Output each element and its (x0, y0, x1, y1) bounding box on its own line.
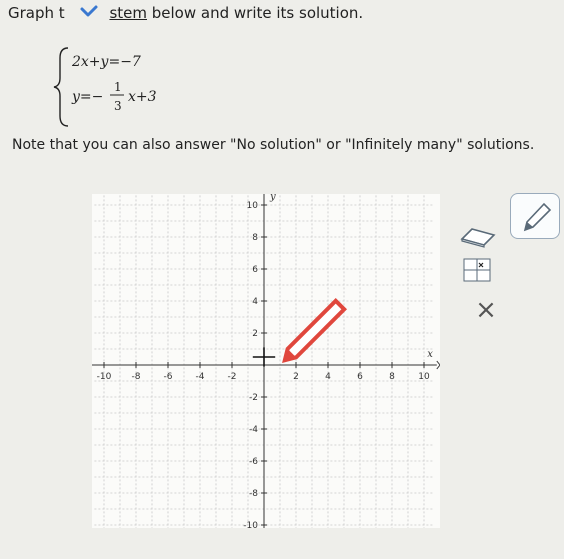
point-icon[interactable] (463, 258, 491, 282)
y-tick-label: 4 (252, 297, 258, 307)
prompt-lead: Graph t (8, 4, 65, 22)
prompt-text (8, 4, 363, 22)
equation-system (52, 44, 182, 130)
x-tick-label: -6 (163, 372, 173, 382)
x-tick-label: -4 (195, 372, 205, 382)
eq2-rest: x+3 (128, 89, 157, 105)
y-tick-label: -4 (249, 425, 258, 435)
pencil-icon[interactable] (510, 193, 560, 239)
left-brace (54, 48, 68, 126)
x-tick-label: 2 (293, 372, 299, 382)
clear-button[interactable]: × (475, 295, 497, 325)
y-tick-label: -2 (249, 393, 258, 403)
y-axis-label: y (270, 194, 276, 203)
x-tick-label: -2 (227, 372, 237, 382)
prompt-underlined-word: stem (109, 4, 147, 22)
y-tick-label: 2 (252, 329, 258, 339)
x-axis-arrow (437, 361, 440, 369)
coordinate-grid (92, 194, 440, 528)
y-tick-label: -10 (243, 521, 258, 528)
eq1-rhs: −7 (120, 54, 141, 70)
x-axis-label: x (427, 349, 433, 360)
y-tick-label: 6 (252, 265, 258, 275)
note-text: Note that you can also answer "No solution" or "Infinitely many" solutions. (12, 137, 535, 153)
eq2-lhs: y=− (72, 89, 104, 105)
eraser-icon[interactable] (458, 225, 498, 249)
checkmark-icon (71, 4, 107, 20)
x-tick-label: 6 (357, 372, 363, 382)
x-tick-label: -8 (131, 372, 141, 382)
svg-text:2x+y=−7 (71, 54, 141, 70)
x-tick-label: 8 (389, 372, 395, 382)
x-tick-label: -10 (96, 372, 112, 382)
graph-area[interactable] (92, 194, 440, 528)
eq2-numerator: 1 (114, 80, 122, 94)
x-tick-label: 10 (418, 372, 430, 382)
eq2-denominator: 3 (114, 99, 122, 113)
eq1-lhs: 2x+y= (72, 54, 121, 70)
y-tick-label: -6 (249, 457, 258, 467)
y-tick-label: 10 (246, 201, 258, 211)
x-tick-label: 4 (325, 372, 331, 382)
y-tick-label: 8 (252, 233, 258, 243)
prompt-tail: below and write its solution. (147, 4, 364, 22)
y-tick-label: -8 (249, 489, 258, 499)
